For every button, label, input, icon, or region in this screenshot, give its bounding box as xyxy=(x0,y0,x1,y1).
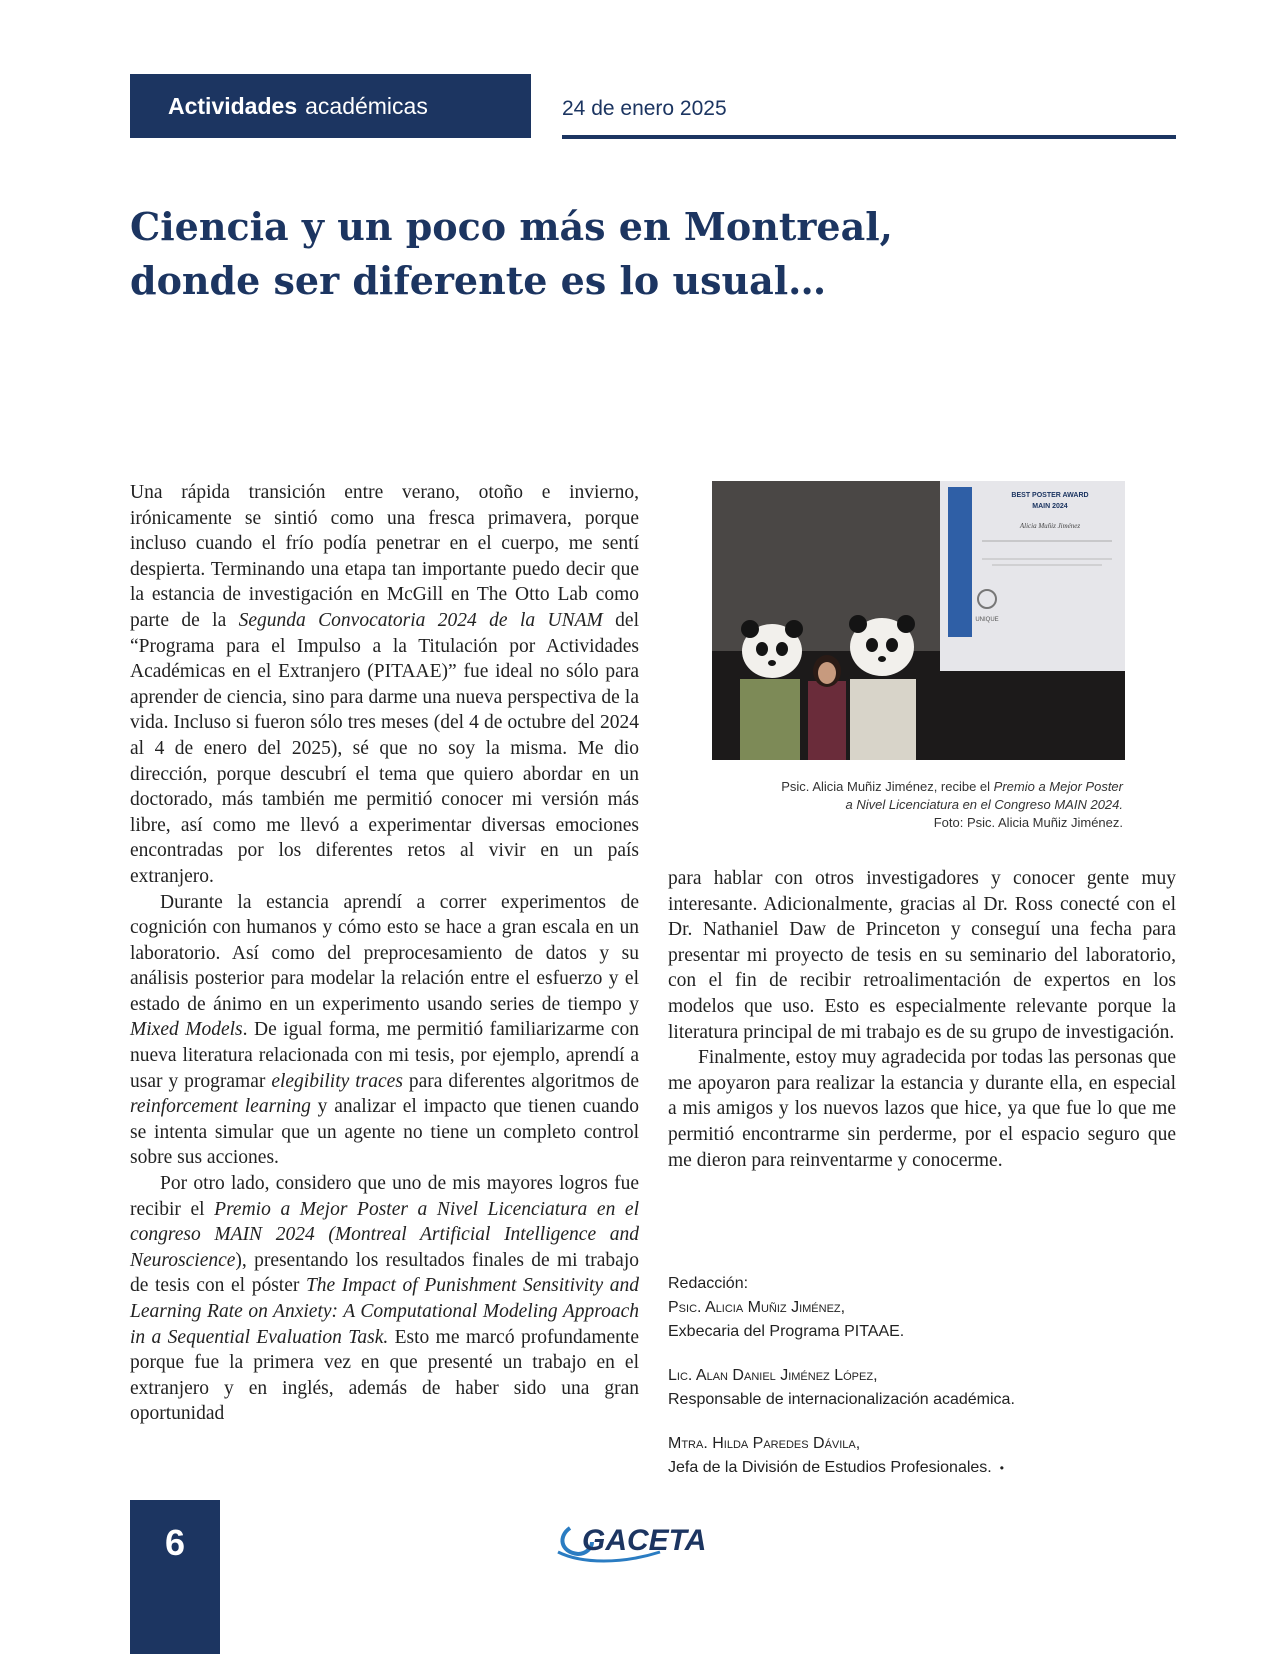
credit-second-role: Responsable de internacionalización académica. xyxy=(668,1391,1015,1408)
caption-line-1: Psic. Alicia Muñiz Jiménez, recibe el Premio a Mejor Poster xyxy=(781,779,1123,794)
award-title-text: BEST POSTER AWARD xyxy=(1011,492,1089,499)
title-line-1: Ciencia y un poco más en Montreal, xyxy=(130,204,893,249)
issue-date: 24 de enero 2025 xyxy=(562,97,727,120)
article-title xyxy=(130,200,1130,308)
credits-block xyxy=(668,1272,1168,1500)
credit-author xyxy=(668,1272,1168,1344)
page-number: 6 xyxy=(164,1522,186,1563)
credit-third xyxy=(668,1432,1168,1480)
end-mark-icon: • xyxy=(999,1461,1004,1475)
header-divider xyxy=(562,135,1176,139)
gaceta-logo xyxy=(552,1508,722,1568)
logo-text: GACETA xyxy=(582,1524,707,1557)
credit-author-role: Exbecaria del Programa PITAAE. xyxy=(668,1323,905,1340)
photo-caption xyxy=(668,778,1123,832)
award-event-text: MAIN 2024 xyxy=(1032,503,1068,510)
paragraph-4: Finalmente, estoy muy agradecida por todas las personas que me apoyaron para realizar la estancia y durante ella, en especial a mis amigos y los nuevos lazos que hice, ya que fue lo que me permitió encontrarme sin perderme, por el espacio seguro que me dieron para reinventarme y conocerme. xyxy=(668,1047,1176,1171)
paragraph-3-continued: para hablar con otros investigadores y conocer gente muy interesante. Adicionalmente, gracias al Dr. Ross conecté con el Dr. Nathaniel Daw de Princeton y conseguí una fecha para presentar mi proyecto de tesis en su seminario del laboratorio, con el fin de recibir retroalimentación de expertos en los modelos que uso. Esto es especialmente relevante porque la literatura principal de mi trabajo es de su grupo de investigación. xyxy=(668,868,1176,1043)
left-column xyxy=(130,480,639,1427)
credit-third-name: Mtra. Hilda Paredes Dávila, xyxy=(668,1435,861,1452)
credit-third-role: Jefa de la División de Estudios Profesionales. • xyxy=(668,1456,1168,1480)
page-number-box xyxy=(130,1500,220,1654)
award-org-text: UNIQUE xyxy=(975,617,999,623)
paragraph-2: Durante la estancia aprendí a correr experimentos de cognición con humanos y cómo esto se hace a gran escala en un laboratorio. Así como del preprocesamiento de datos y su análisis posterior para modelar la relación entre el esfuerzo y el estado de ánimo en un experimento usando series de tiempo y Mixed Models. De igual forma, me permitió familiarizarme con nueva literatura relacionada con mi tesis, por ejemplo, aprendí a usar y programar elegibility traces para diferentes algoritmos de reinforcement learning y analizar el impacto que tienen cuando se intenta simular que un agente no tiene un completo control sobre sus acciones. xyxy=(130,891,640,1169)
award-name-text: Alicia Muñiz Jiménez xyxy=(1019,522,1081,530)
credit-second xyxy=(668,1364,1168,1412)
award-photo xyxy=(712,481,1125,760)
section-label-rest: académicas xyxy=(305,92,428,119)
award-photo-illustration xyxy=(712,481,1125,760)
title-line-2: donde ser diferente es lo usual… xyxy=(130,258,827,303)
credit-second-name: Lic. Alan Daniel Jiménez López, xyxy=(668,1367,878,1384)
paragraph-1: Una rápida transición entre verano, otoño e invierno, irónicamente se sintió como una fresca primavera, porque incluso cuando el frío podía penetrar en el cuerpo, me sentí despierta. Terminando una etapa tan importante puedo decir que la estancia de investigación en McGill en The Otto Lab como parte de la Segunda Convocatoria 2024 de la UNAM del “Programa para el Impulso a la Titulación por Actividades Académicas en el Extranjero (PITAAE)” fue ideal no sólo para aprender de ciencia, sino para darme una nueva perspectiva de la vida. Incluso si fueron sólo tres meses (del 4 de octubre del 2024 al 4 de enero del 2025), sé que no soy la misma. Me dio dirección, porque descubrí el tema que quiero abordar en un doctorado, más también me permitió conocer mi versión más libre, así como me llevó a experimentar diversas emociones encontradas por los diferentes retos al vivir en un país extranjero. xyxy=(130,482,640,887)
caption-line-3: Foto: Psic. Alicia Muñiz Jiménez. xyxy=(933,815,1123,830)
section-label xyxy=(130,74,531,138)
paragraph-3: Por otro lado, considero que uno de mis mayores logros fue recibir el Premio a Mejor Poster a Nivel Licenciatura en el congreso MAIN 2024 (Montreal Artificial Intelligence and Neuroscience), presentando los resultados finales de mi trabajo de tesis con el póster The Impact of Punishment Sensitivity and Learning Rate on Anxiety: A Computational Modeling Approach in a Sequential Evaluation Task. Esto me marcó profundamente porque fue la primera vez en que presenté un trabajo en el extranjero y en inglés, además de haber sido una gran oportunidad xyxy=(130,1173,639,1425)
right-column xyxy=(668,866,1176,1173)
caption-line-2: a Nivel Licenciatura en el Congreso MAIN 2024. xyxy=(845,797,1123,812)
credits-label: Redacción: xyxy=(668,1275,749,1292)
credit-author-name: Psic. Alicia Muñiz Jiménez, xyxy=(668,1299,846,1316)
section-label-bold: Actividades xyxy=(168,92,298,119)
